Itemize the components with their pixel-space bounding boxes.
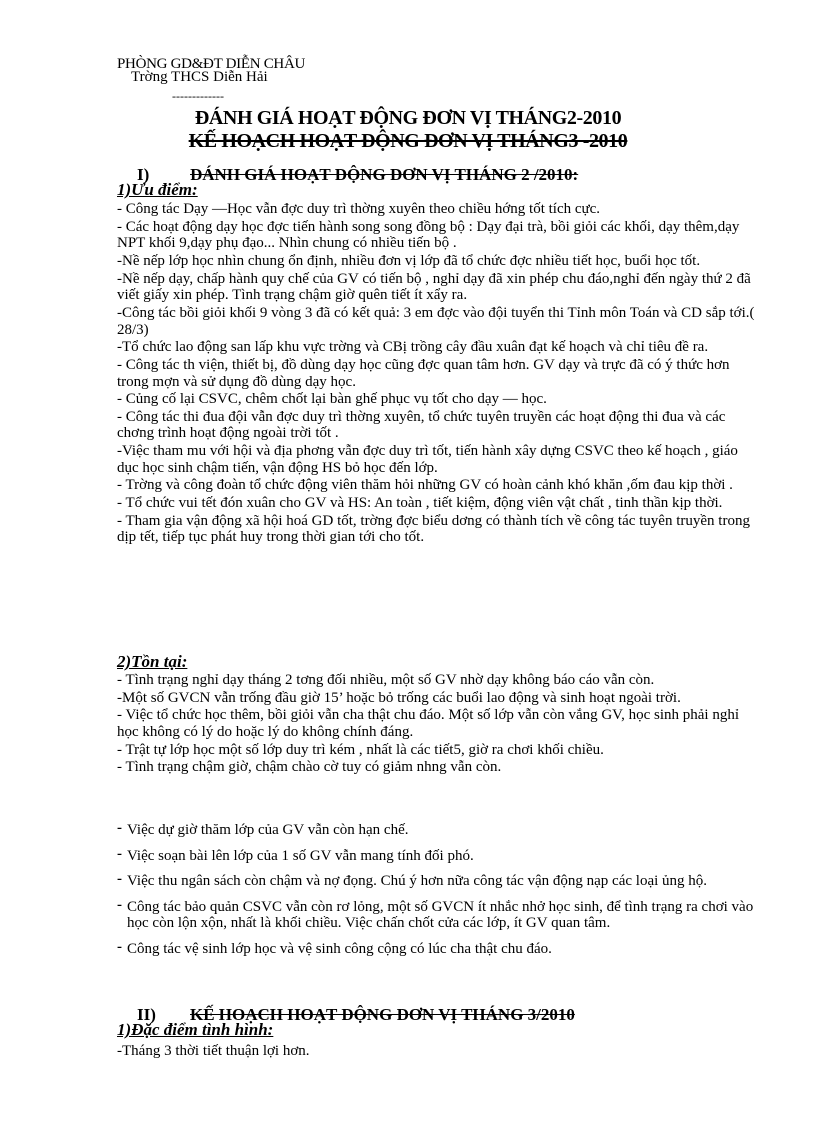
weakness-bullet: - Việc soạn bài lên lớp của 1 số GV vẫn mang tính đối phó.: [117, 848, 757, 865]
school-name: Trờng THCS Diễn Hải: [131, 69, 268, 85]
strength-item: - Các hoạt động dạy học đợc tiến hành song song đồng bộ : Dạy đại trà, bồi giỏi các khối, dạy thêm,dạy NPT khối 9,dạy phụ đạo... Nhìn chung có nhiều tiến bộ .: [117, 218, 740, 252]
weaknesses-bullets: [117, 822, 757, 967]
strength-item: -Nề nếp lớp học nhìn chung ổn định, nhiều đơn vị lớp đã tổ chức đợc nhiều tiết học, buổi học tốt.: [117, 252, 701, 269]
strength-item: - Tham gia vận động xã hội hoá GD tốt, trờng đợc biểu dơng có thành tích về công tác tuyên truyền trong dịp tết, tiếp tục phát huy trong thời gian tới cho tốt.: [117, 512, 750, 546]
weaknesses-list: [117, 672, 757, 777]
document-title: ĐÁNH GIÁ HOẠT ĐỘNG ĐƠN VỊ THÁNG2-2010: [194, 107, 622, 129]
weakness-item: - Trật tự lớp học một số lớp duy trì kém , nhất là các tiết5, giờ ra chơi khối chiều.: [117, 741, 604, 758]
section2-number: II): [137, 1005, 156, 1024]
strength-item: - Công tác Dạy —Học vẫn đợc duy trì thờng xuyên theo chiều hớng tốt tích cực.: [117, 201, 601, 217]
strength-item: - Công tác thi đua đội vẫn đợc duy trì thờng xuyên, tổ chức tuyên truyền các hoạt động thi đua và các chơng trình hoạt động ngoài trời tốt .: [117, 408, 726, 442]
strength-item: - Tổ chức vui tết đón xuân cho GV và HS: An toàn , tiết kiệm, động viên vật chất , tinh thần kịp thời.: [117, 495, 723, 512]
weaknesses-heading: 2)Tồn tại:: [117, 652, 188, 671]
weakness-bullet: - Việc dự giờ thăm lớp của GV vẫn còn hạn chế.: [117, 822, 757, 839]
section1-heading: ĐÁNH GIÁ HOẠT ĐỘNG ĐƠN VỊ THÁNG 2 /2010:: [190, 165, 579, 184]
header-divider: -------------: [172, 89, 224, 103]
weakness-bullet: - Công tác bảo quản CSVC vẫn còn rơ lỏng, một số GVCN ít nhắc nhở học sinh, để tình trạng ra chơi vào học còn lộn xộn, nhất là khối chiều. Việc chấn chốt cửa các lớp, ít GV quan tâm.: [117, 899, 757, 932]
strength-item: -Nề nếp dạy, chấp hành quy chế của GV có tiến bộ , nghỉ dạy đã xin phép chu đáo,nghỉ đến ngày thứ 2 đã viết giấy xin phép. Tình trạng chậm giờ quên tiết ít xẩy ra.: [117, 270, 751, 304]
document-subtitle: KẾ HOẠCH HOẠT ĐỘNG ĐƠN VỊ THÁNG3 -2010: [188, 130, 628, 152]
weakness-item: - Tình trạng nghỉ dạy tháng 2 tơng đối nhiều, một số GV nhờ dạy không báo cáo vẫn còn.: [117, 672, 655, 688]
weakness-item: - Tình trạng chậm giờ, chậm chào cờ tuy có giảm nhng vẫn còn.: [117, 759, 502, 776]
strengths-list: [117, 201, 757, 547]
strength-item: - Trờng và công đoàn tổ chức động viên thăm hỏi những GV có hoàn cảnh khó khăn ,ốm đau kịp thời .: [117, 477, 733, 494]
situation-item: -Tháng 3 thời tiết thuận lợi hơn.: [117, 1043, 310, 1059]
situation-heading: 1)Đặc điểm tình hình:: [117, 1020, 274, 1039]
weakness-item: - Việc tổ chức học thêm, bồi giỏi vẫn cha thật chu đáo. Một số lớp vẫn còn vắng GV, học sinh phải nghỉ học không có lý do hoặc lý do không chính đáng.: [117, 707, 739, 740]
section2-heading: KẾ HOẠCH HOẠT ĐỘNG ĐƠN VỊ THÁNG 3/2010: [190, 1005, 575, 1024]
situation-list: [117, 1043, 757, 1061]
strength-item: - Công tác th viện, thiết bị, đồ dùng dạy học cũng đợc quan tâm hơn. GV dạy và trực đã có ý thức hơn trong mợn và sử dụng đồ dùng dạy học.: [117, 356, 730, 390]
strength-item: -Tổ chức lao động san lấp khu vực trờng và CBị trồng cây đầu xuân đạt kế hoạch và chỉ tiêu đề ra.: [117, 339, 709, 356]
strength-item: -Công tác bồi giỏi khối 9 vòng 3 đã có kết quả: 3 em đợc vào đội tuyển thi Tỉnh môn Toán và CD sắp tới.( 28/3): [117, 304, 755, 338]
strength-item: - Củng cố lại CSVC, chêm chốt lại bàn ghế phục vụ tốt cho dạy — học.: [117, 391, 547, 408]
strengths-heading: 1)Ưu điểm:: [117, 180, 198, 199]
weakness-bullet: - Việc thu ngân sách còn chậm và nợ đọng. Chú ý hơn nữa công tác vận động nạp các loại ủng hộ.: [117, 873, 757, 890]
strength-item: -Việc tham mu với hội và địa phơng vẫn đợc duy trì tốt, tiến hành xây dựng CSVC theo kế hoạch , giáo dục học sinh chậm tiến, vận động HS bỏ học đến lớp.: [117, 443, 738, 476]
org-name: PHÒNG GD&ĐT DIỄN CHÂU: [117, 56, 306, 72]
weakness-item: -Một số GVCN vẫn trống đầu giờ 15’ hoặc bỏ trống các buổi lao động và sinh hoạt ngoài trời.: [117, 689, 681, 706]
weakness-bullet: - Công tác vệ sinh lớp học và vệ sinh công cộng có lúc cha thật chu đáo.: [117, 941, 757, 958]
section1-number: I): [137, 165, 150, 184]
